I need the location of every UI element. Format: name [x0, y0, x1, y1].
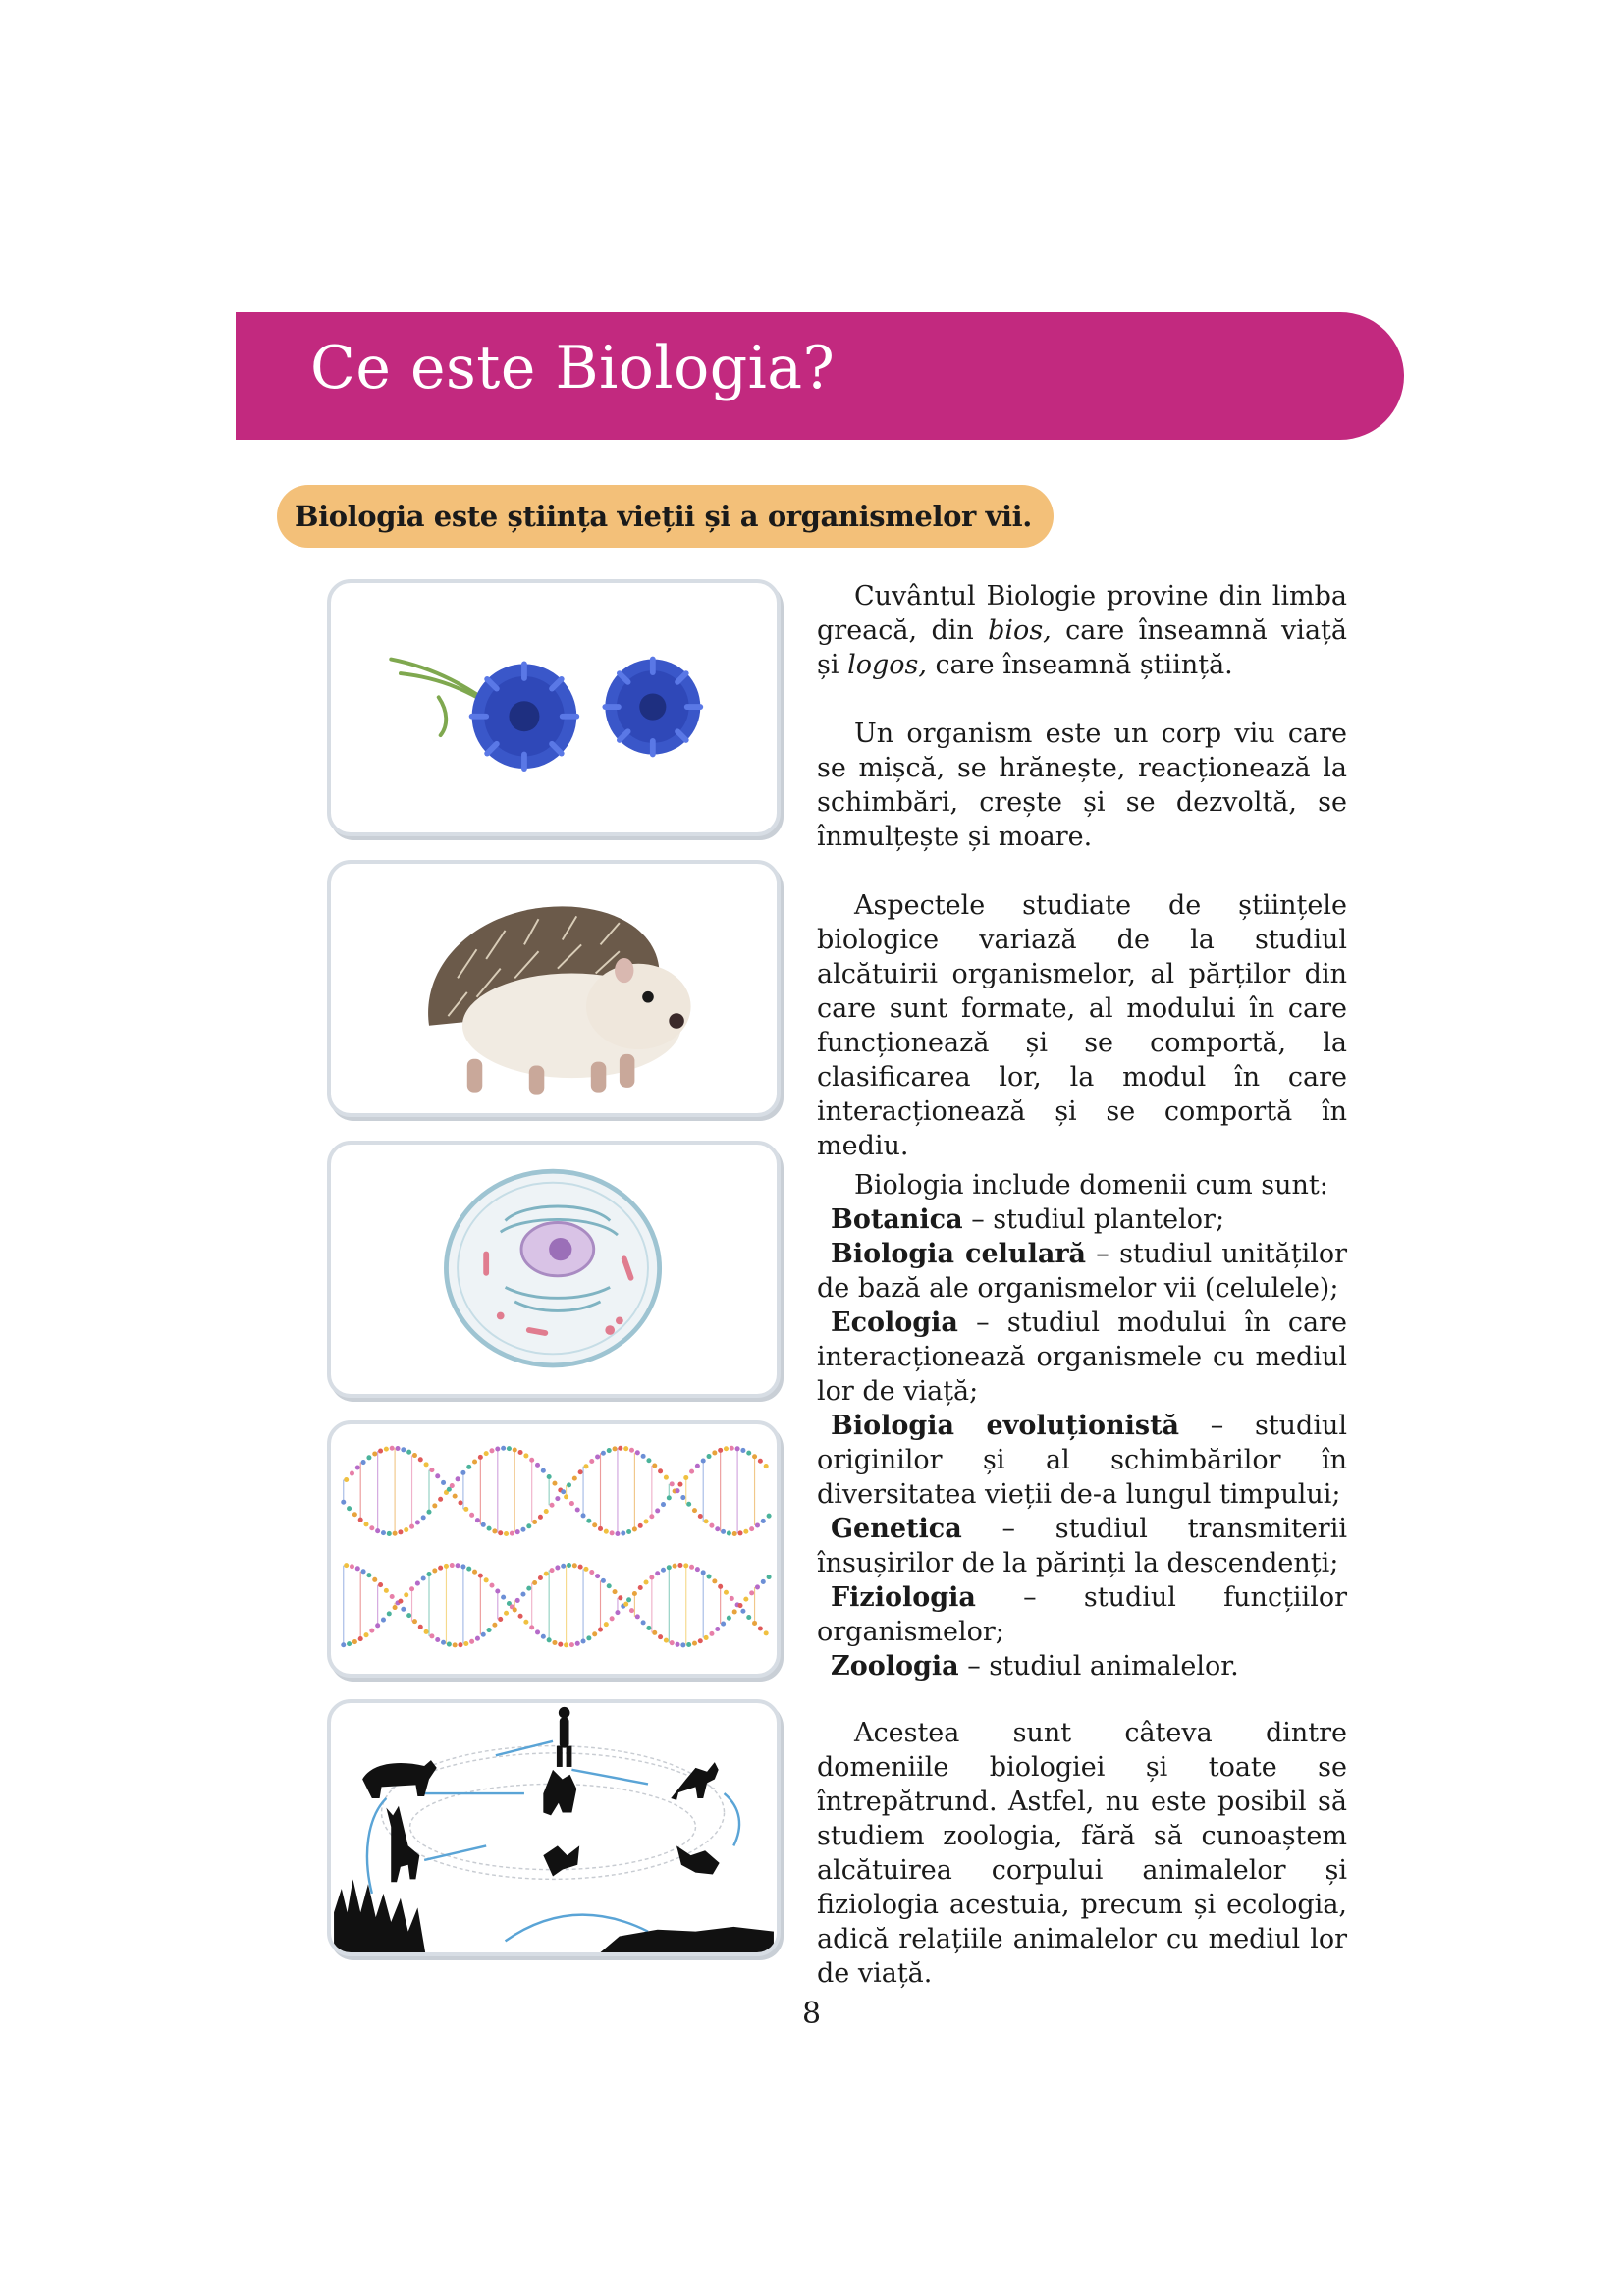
paragraph-aspects	[817, 888, 1347, 1163]
domain-term: Botanica	[831, 1204, 963, 1235]
term-bios: bios,	[988, 615, 1052, 646]
dna-dot	[372, 1577, 377, 1582]
dna-dot	[613, 1589, 618, 1594]
dna-dot	[424, 1629, 429, 1634]
dna-dot	[507, 1446, 512, 1451]
dna-dot	[664, 1475, 669, 1480]
ecosystem-illustration	[331, 1703, 777, 1952]
dna-dot	[441, 1640, 446, 1645]
dna-dot	[743, 1597, 748, 1602]
dna-dot	[453, 1642, 458, 1647]
dna-dot	[655, 1508, 660, 1513]
dna-dot	[626, 1597, 631, 1602]
dna-dot	[677, 1482, 682, 1487]
dna-dot	[709, 1631, 714, 1636]
domain-item	[817, 1409, 1347, 1512]
dna-dot	[520, 1527, 525, 1532]
dna-dot	[583, 1464, 588, 1468]
dna-dot	[601, 1451, 606, 1456]
dna-dot	[538, 1515, 543, 1520]
dna-dot	[670, 1640, 675, 1645]
dna-dot	[523, 1620, 528, 1625]
dna-dot	[676, 1488, 680, 1493]
dna-dot	[743, 1529, 748, 1534]
dna-dot	[484, 1451, 489, 1456]
dna-dot	[447, 1642, 452, 1647]
dna-dot	[363, 1632, 368, 1637]
dna-dot	[644, 1579, 649, 1584]
dna-dot	[406, 1450, 411, 1455]
dna-dot	[390, 1446, 395, 1451]
etymology-text-c: care înseamnă știință.	[926, 650, 1233, 680]
domain-description: – studiul unităților de bază ale organismelor vii (celulele);	[817, 1239, 1348, 1304]
dna-dot	[432, 1503, 437, 1508]
dna-dot	[366, 1573, 371, 1577]
dna-dot	[623, 1602, 628, 1607]
dna-dot	[458, 1500, 462, 1505]
dna-dot	[541, 1468, 546, 1473]
dna-dot	[492, 1528, 497, 1533]
domain-item	[817, 1202, 1347, 1237]
domain-description: – studiul transmiterii însușirilor de la părinți la descendenți;	[817, 1514, 1347, 1578]
dna-dot	[481, 1632, 486, 1637]
dna-dot	[541, 1634, 546, 1639]
dna-dot	[484, 1577, 489, 1582]
dna-dot	[618, 1446, 622, 1451]
dna-dot	[586, 1635, 591, 1640]
dna-dot	[686, 1502, 691, 1507]
dna-dot	[709, 1523, 714, 1528]
dna-dot	[707, 1454, 712, 1459]
dna-dot	[381, 1618, 386, 1623]
dna-dot	[724, 1590, 729, 1595]
dna-dot	[655, 1571, 660, 1575]
dna-dot	[758, 1626, 763, 1630]
dna-dot	[498, 1617, 503, 1622]
dna-dot	[767, 1514, 772, 1519]
domain-description: – studiul funcțiilor organismelor;	[817, 1582, 1347, 1647]
dna-dot	[463, 1641, 468, 1646]
dna-dot	[583, 1567, 588, 1572]
dna-dot	[661, 1502, 666, 1507]
dna-dot	[475, 1518, 480, 1522]
dna-dot	[755, 1584, 760, 1589]
paragraph-domains	[817, 1168, 1347, 1683]
dna-dot	[704, 1635, 709, 1640]
dna-dot	[589, 1459, 594, 1464]
dna-dot	[689, 1469, 694, 1474]
dna-dot	[501, 1595, 506, 1600]
dna-dot	[387, 1531, 392, 1536]
dna-dot	[673, 1564, 677, 1569]
dna-dot	[558, 1642, 563, 1647]
dna-dot	[520, 1592, 525, 1597]
dna-dot	[567, 1482, 571, 1487]
dna-dot	[378, 1449, 383, 1454]
dna-dot	[469, 1513, 474, 1518]
dna-dot	[737, 1603, 742, 1608]
dna-dot	[767, 1575, 772, 1579]
dna-dot	[369, 1525, 374, 1530]
domain-description: – studiul modului în care interacționează organismele cu mediul lor de viață;	[817, 1308, 1347, 1407]
paragraph-conclusion	[817, 1716, 1347, 1991]
conclusion-text: Acestea sunt câteva dintre domeniile biologiei și toate se întrepătrund. Astfel, nu este posibil să studiem zoologia, fără să cunoaștem alcătuirea corpului animalelor și fiziologia acestuia, precum și ecologia, adică relațiile animalelor cu mediul lor de viață.	[817, 1718, 1347, 1989]
dna-dot	[575, 1507, 580, 1512]
subtitle-text: Biologia este știința vieții și a organismelor vii.	[295, 500, 1032, 533]
dna-dot	[552, 1640, 557, 1645]
organism-definition: Un organism este un corp viu care se mișcă, se hrănește, reacționează la schimbări, crește și se dezvoltă, se înmulțește și moare.	[817, 719, 1347, 852]
dna-dot	[561, 1489, 566, 1494]
domain-term: Biologia evoluționistă	[831, 1411, 1180, 1441]
domains-intro: Biologia include domenii cum sunt:	[854, 1170, 1328, 1201]
dna-dot	[458, 1642, 462, 1647]
dna-dot	[429, 1633, 434, 1638]
dna-dot	[569, 1501, 574, 1506]
dna-dot	[595, 1574, 600, 1578]
domains-list	[817, 1202, 1347, 1683]
page-number: 8	[801, 1997, 822, 2031]
dna-dot	[732, 1609, 737, 1614]
dna-dot	[398, 1529, 403, 1534]
dna-dot	[746, 1451, 751, 1456]
dna-dot	[641, 1620, 646, 1625]
domain-term: Biologia celulară	[831, 1239, 1087, 1269]
dna-dot	[463, 1507, 468, 1512]
dna-dot	[387, 1611, 392, 1616]
dna-dot	[715, 1627, 720, 1631]
dna-dot	[707, 1575, 712, 1579]
dna-dot	[658, 1468, 663, 1473]
paragraph-organism	[817, 717, 1347, 854]
dna-dot	[355, 1566, 360, 1571]
dna-dot	[535, 1463, 540, 1468]
dna-dot	[481, 1522, 486, 1527]
dna-dot	[552, 1481, 557, 1486]
dna-dot	[695, 1567, 700, 1572]
dna-dot	[646, 1458, 651, 1463]
dna-dot	[438, 1566, 443, 1571]
dna-illustration	[331, 1424, 777, 1674]
dna-dot	[489, 1448, 494, 1453]
dna-dot	[586, 1519, 591, 1523]
dna-dot	[361, 1460, 366, 1465]
dna-dot	[401, 1607, 406, 1612]
dna-dot	[350, 1471, 354, 1476]
dna-dot	[686, 1642, 691, 1647]
dna-dot	[764, 1630, 769, 1635]
subtitle-highlight	[277, 485, 1054, 548]
dna-dot	[607, 1583, 612, 1588]
dna-dot	[526, 1586, 531, 1591]
domain-item	[817, 1649, 1347, 1683]
domain-description: – studiul plantelor;	[962, 1204, 1225, 1235]
dna-dot	[749, 1526, 754, 1531]
dna-dot	[450, 1563, 455, 1568]
dna-dot	[646, 1626, 651, 1630]
dna-dot	[472, 1460, 477, 1465]
dna-dot	[469, 1639, 474, 1644]
dna-dot	[661, 1568, 666, 1573]
dna-dot	[489, 1583, 494, 1588]
dna-dot	[618, 1595, 622, 1600]
dna-dot	[730, 1446, 734, 1451]
dna-dot	[441, 1480, 446, 1485]
dna-dot	[692, 1508, 697, 1513]
dna-dot	[761, 1519, 766, 1523]
cell-image-frame	[327, 1141, 781, 1398]
dna-dot	[404, 1527, 408, 1532]
dna-dot	[689, 1565, 694, 1570]
dna-dot	[429, 1468, 434, 1472]
dna-dot	[740, 1609, 745, 1614]
dna-dot	[638, 1585, 643, 1590]
dna-dot	[352, 1639, 357, 1644]
domain-term: Fiziologia	[831, 1582, 976, 1613]
etymology-text-b: care înseamnă viață și	[817, 615, 1347, 680]
dna-dot	[555, 1496, 560, 1501]
dna-dot	[526, 1523, 531, 1528]
dna-dot	[589, 1570, 594, 1575]
dna-dot	[749, 1590, 754, 1595]
dna-dot	[369, 1629, 374, 1633]
dna-dot	[704, 1519, 709, 1523]
etymology-text-a: Cuvântul Biologie provine din limba greacă, din	[817, 581, 1347, 646]
dna-dot	[626, 1529, 631, 1534]
dna-dot	[450, 1483, 455, 1488]
dna-image-frame	[327, 1420, 781, 1678]
cornflower-image-frame	[327, 579, 781, 836]
dna-dot	[613, 1446, 618, 1451]
dna-dot	[677, 1563, 682, 1568]
dna-dot	[372, 1451, 377, 1456]
dna-dot	[695, 1464, 700, 1468]
dna-dot	[518, 1450, 523, 1455]
dna-dot	[595, 1454, 600, 1459]
dna-dot	[604, 1529, 609, 1534]
term-logos: logos,	[847, 650, 927, 680]
dna-dot	[555, 1565, 560, 1570]
dna-dot	[721, 1529, 726, 1534]
dna-dot	[344, 1477, 349, 1482]
dna-dot	[575, 1641, 580, 1646]
dna-dot	[535, 1629, 540, 1634]
dna-dot	[518, 1614, 523, 1619]
dna-dot	[453, 1494, 458, 1499]
domain-description: – studiul animalelor.	[958, 1651, 1239, 1682]
dna-dot	[432, 1568, 437, 1573]
dna-dot	[404, 1592, 408, 1597]
dna-dot	[401, 1447, 406, 1452]
title-banner	[236, 312, 1404, 440]
domain-item	[817, 1580, 1347, 1649]
dna-dot	[670, 1481, 675, 1486]
dna-dot	[740, 1448, 745, 1453]
dna-dot	[644, 1519, 649, 1523]
dna-dot	[501, 1446, 506, 1451]
dna-dot	[730, 1596, 734, 1601]
dna-dot	[363, 1522, 368, 1526]
ecosystem-image-frame	[327, 1699, 781, 1956]
dna-dot	[523, 1453, 528, 1458]
dna-dot	[418, 1457, 423, 1462]
dna-dot	[395, 1446, 400, 1451]
cornflower-illustration	[331, 583, 777, 832]
dna-dot	[578, 1565, 583, 1570]
dna-dot	[610, 1616, 615, 1621]
dna-dot	[412, 1453, 417, 1458]
dna-dot	[698, 1638, 703, 1643]
dna-dot	[515, 1598, 520, 1603]
dna-dot	[664, 1638, 669, 1643]
dna-dot	[712, 1450, 717, 1455]
dna-dot	[592, 1631, 597, 1636]
dna-dot	[610, 1530, 615, 1535]
dna-dot	[532, 1580, 537, 1585]
dna-dot	[504, 1531, 509, 1536]
dna-dot	[532, 1520, 537, 1524]
dna-dot	[621, 1531, 625, 1536]
dna-dot	[635, 1614, 640, 1619]
dna-dot	[487, 1526, 492, 1531]
dna-dot	[435, 1637, 440, 1642]
dna-dot	[544, 1509, 549, 1514]
dna-dot	[492, 1623, 497, 1628]
dna-dot	[366, 1455, 371, 1460]
dna-dot	[761, 1579, 766, 1584]
dna-dot	[764, 1464, 769, 1468]
dna-dot	[456, 1563, 460, 1568]
dna-dot	[424, 1462, 429, 1467]
domain-item	[817, 1512, 1347, 1580]
dna-dot	[390, 1594, 395, 1599]
dna-dot	[466, 1465, 471, 1469]
dna-dot	[604, 1622, 609, 1627]
dna-dot	[727, 1530, 731, 1535]
dna-dot	[638, 1523, 643, 1528]
dna-dot	[692, 1641, 697, 1646]
dna-dot	[378, 1582, 383, 1587]
dna-dot	[475, 1636, 480, 1641]
dna-dot	[406, 1613, 411, 1618]
dna-dot	[680, 1642, 685, 1647]
dna-dot	[361, 1569, 366, 1574]
dna-dot	[641, 1454, 646, 1459]
dna-dot	[438, 1497, 443, 1502]
flower-left	[472, 664, 577, 769]
dna-dot	[421, 1515, 426, 1520]
dna-dot	[607, 1448, 612, 1453]
domain-term: Zoologia	[831, 1651, 959, 1682]
dna-dot	[344, 1563, 349, 1568]
dna-dot	[398, 1599, 403, 1604]
dna-dot	[724, 1446, 729, 1451]
dna-dot	[421, 1575, 426, 1580]
dna-dot	[572, 1476, 577, 1481]
dna-dot	[538, 1575, 543, 1580]
dna-dot	[415, 1581, 420, 1586]
dna-dot	[629, 1608, 634, 1613]
dna-dot	[652, 1463, 657, 1468]
dna-dot	[721, 1622, 726, 1627]
page-title: Ce este Biologia?	[310, 334, 836, 402]
domain-term: Ecologia	[831, 1308, 958, 1338]
dna-dot	[561, 1564, 566, 1569]
cell-illustration	[331, 1145, 777, 1394]
dna-dot	[712, 1578, 717, 1583]
flower-right	[605, 660, 700, 755]
dna-dot	[758, 1459, 763, 1464]
dna-dot	[567, 1563, 571, 1568]
dna-dot	[415, 1520, 420, 1524]
dna-dot	[350, 1564, 354, 1569]
dna-dot	[578, 1469, 583, 1474]
dna-dot	[510, 1531, 514, 1536]
dna-dot	[472, 1570, 477, 1575]
dna-dot	[550, 1568, 555, 1573]
dna-dot	[755, 1522, 760, 1527]
dna-dot	[466, 1567, 471, 1572]
domain-item	[817, 1306, 1347, 1409]
dna-dot	[412, 1619, 417, 1624]
dna-dot	[727, 1616, 731, 1621]
dna-dot	[737, 1530, 742, 1535]
dna-dot	[515, 1529, 520, 1534]
dna-dot	[498, 1530, 503, 1535]
dna-dot	[676, 1642, 680, 1647]
paragraph-etymology	[817, 579, 1347, 682]
dna-dot	[347, 1506, 352, 1511]
domain-term: Genetica	[831, 1514, 962, 1544]
dna-dot	[384, 1588, 389, 1593]
dna-dot	[435, 1473, 440, 1478]
dna-dot	[698, 1514, 703, 1519]
dna-dot	[635, 1450, 640, 1455]
aspects-text: Aspectele studiate de științele biologice variază de la studiul alcătuirii organismelor, al părților din care sunt formate, al modului în care funcționează și se comportă, la clasificarea lor, la modul în care interacționează și se comportă în mediu.	[817, 890, 1347, 1161]
hedgehog-image-frame	[327, 860, 781, 1117]
dna-dot	[658, 1634, 663, 1639]
dna-dot	[592, 1522, 597, 1527]
dna-dot	[569, 1642, 574, 1647]
hedgehog-illustration	[331, 864, 777, 1113]
dna-dot	[746, 1615, 751, 1620]
dna-dot	[680, 1495, 685, 1500]
dna-dot	[347, 1641, 352, 1646]
dna-dot	[381, 1530, 386, 1535]
dna-dot	[623, 1446, 628, 1451]
dna-dot	[629, 1448, 634, 1453]
domain-item	[817, 1237, 1347, 1306]
dna-dot	[504, 1611, 509, 1616]
dna-dot	[652, 1630, 657, 1635]
dna-dot	[384, 1447, 389, 1452]
dna-dot	[550, 1503, 555, 1508]
dna-dot	[544, 1572, 549, 1576]
dna-dot	[352, 1512, 357, 1517]
domain-description: – studiul originilor și al schimbărilor în diversitatea vieții de-a lungul timpului;	[817, 1411, 1347, 1510]
dna-dot	[601, 1578, 606, 1583]
dna-dot	[418, 1625, 423, 1629]
dna-dot	[487, 1628, 492, 1632]
dna-dot	[456, 1476, 460, 1481]
dna-dot	[732, 1531, 737, 1536]
dna-dot	[715, 1526, 720, 1531]
dna-dot	[355, 1465, 360, 1469]
dna-dot	[572, 1563, 577, 1568]
